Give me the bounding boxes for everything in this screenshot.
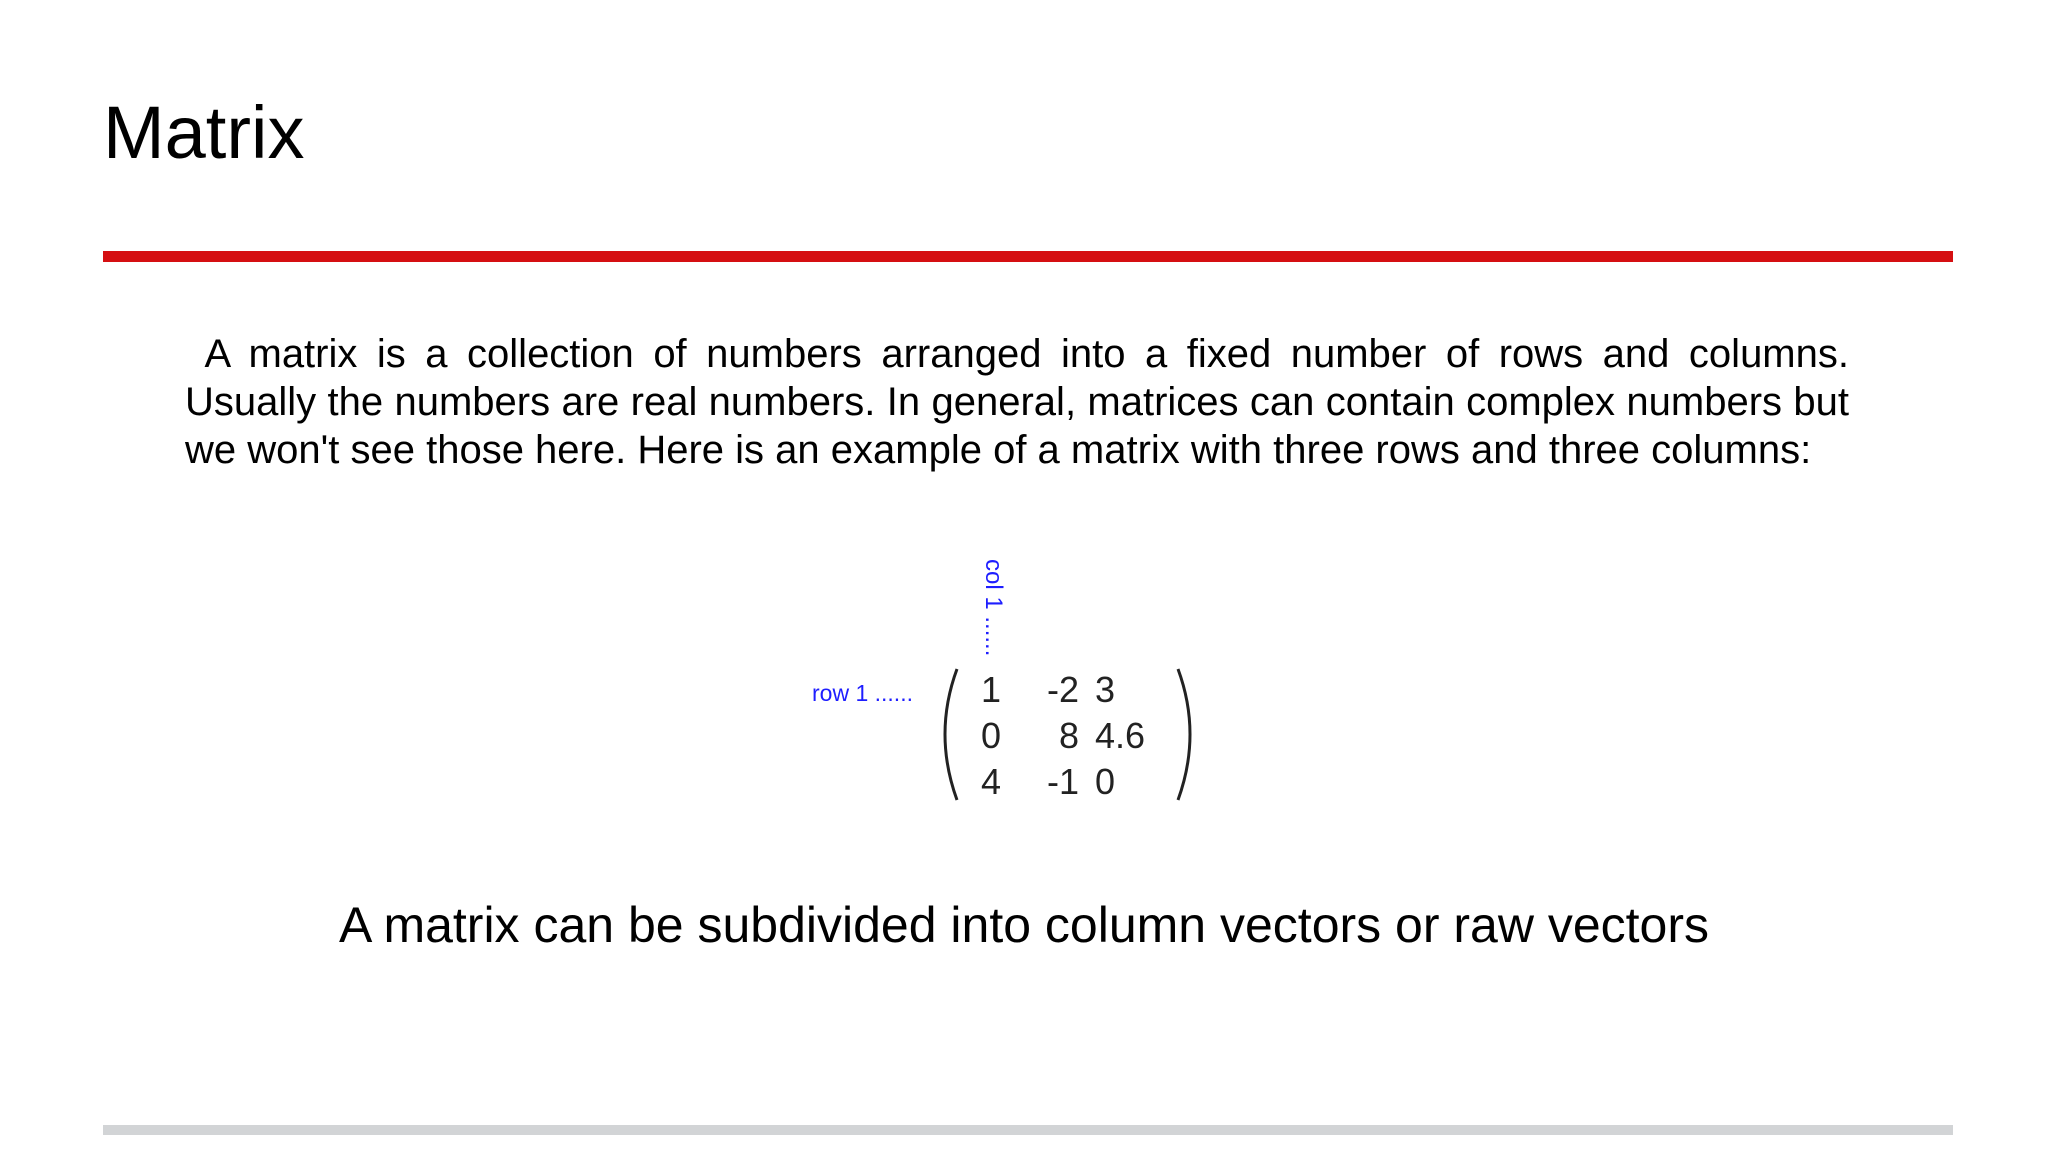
matrix-cell: 4 [981,761,1002,802]
title-divider [103,251,1953,262]
slide-title: Matrix [103,91,305,174]
matrix-cell: 0 [1095,761,1116,802]
matrix-cell: 8 [1058,715,1079,756]
matrix-figure [800,555,1220,805]
matrix-cell: -1 [1046,761,1079,802]
body-paragraph: A matrix is a collection of numbers arranged into a fixed number of rows and columns. Usually the numbers are real numbers. In general, matrices can contain complex numbers but we won't see those here. Here is an example of a matrix with three rows and three columns: [185,332,1849,472]
matrix-grid [975,667,1159,805]
row-label: row 1 ...... [812,680,913,706]
matrix-cell: -2 [1046,669,1079,710]
matrix-cell: 1 [981,669,1002,710]
matrix-cell: 0 [981,715,1002,756]
right-parenthesis [1172,667,1202,802]
caption: A matrix can be subdivided into column vectors or raw vectors [338,897,1710,953]
footer-divider [103,1125,1953,1135]
left-parenthesis [933,667,963,802]
column-label: col 1 ...... [980,559,1007,657]
matrix-cell: 4.6 [1095,715,1146,756]
matrix-cell: 3 [1095,669,1116,710]
